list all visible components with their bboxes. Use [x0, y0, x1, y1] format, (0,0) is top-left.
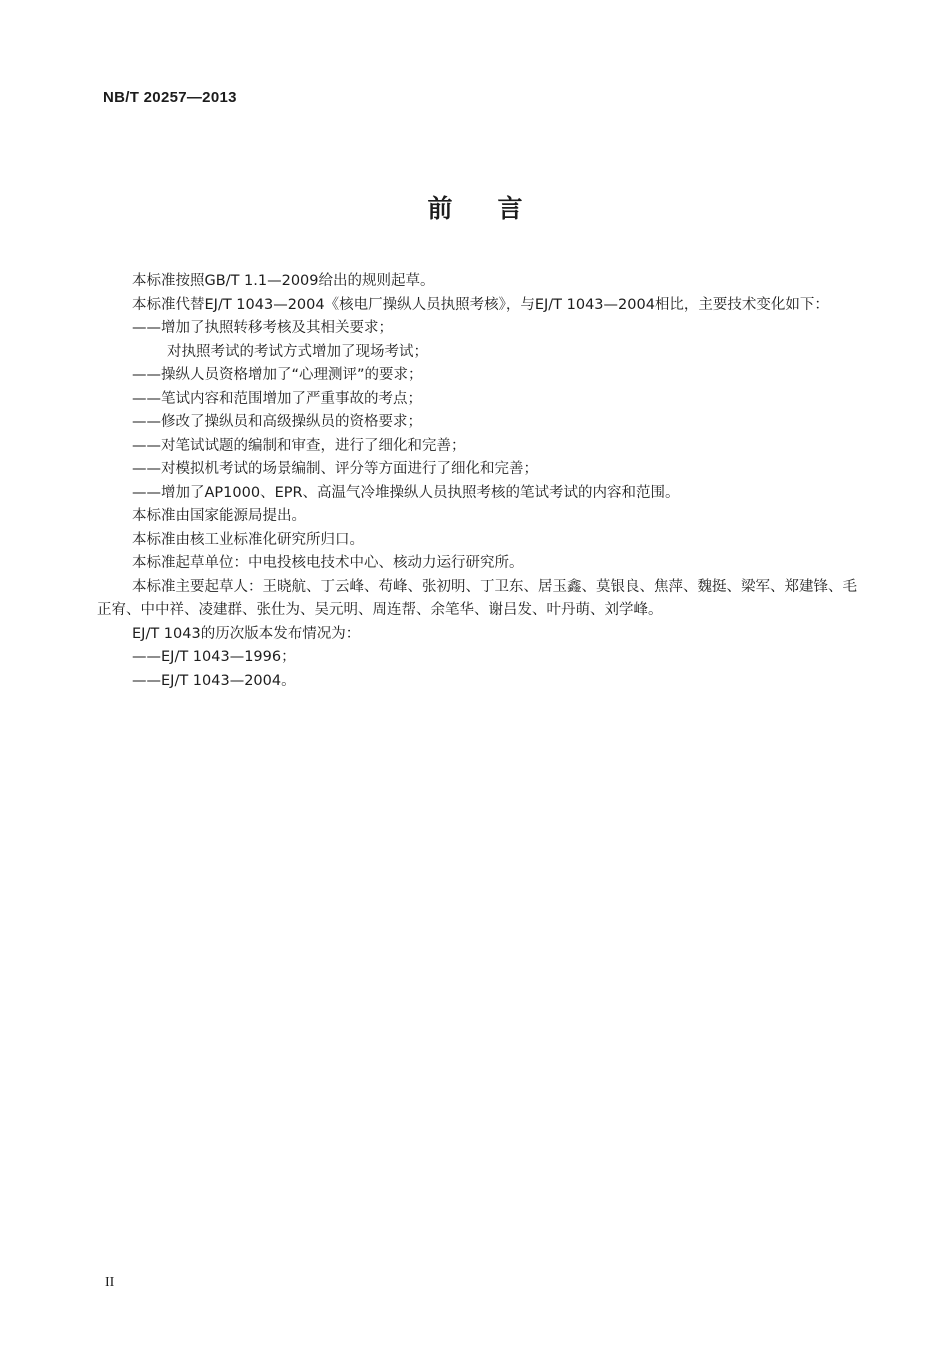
list-item: ——对模拟机考试的场景编制、评分等方面进行了细化和完善； [132, 461, 538, 477]
list-item: ——EJ/T 1043—1996； [132, 649, 296, 665]
list-item: ——笔试内容和范围增加了严重事故的考点； [132, 390, 422, 407]
page-title: 前言 [427, 194, 568, 223]
paragraph-drafting-rules: 本标准按照GB/T 1.1—2009给出的规则起草。 [132, 273, 435, 289]
list-item: ——操纵人员资格增加了“心理测评”的要求； [132, 367, 423, 383]
page-number: II [105, 1275, 115, 1290]
list-item: ——EJ/T 1043—2004。 [132, 672, 296, 689]
list-item: ——对笔试试题的编制和审查，进行了细化和完善； [132, 437, 466, 454]
list-item: 对执照考试的考试方式增加了现场考试； [167, 343, 428, 360]
paragraph-administration: 本标准由核工业标准化研究所归口。 [132, 531, 364, 548]
paragraph-replacement: 本标准代替EJ/T 1043—2004《核电厂操纵人员执照考核》，与EJ/T 1043—2004相比，主要技术变化如下： [132, 296, 829, 313]
standard-code: NB/T 20257—2013 [103, 89, 237, 106]
paragraph-version-history: EJ/T 1043的历次版本发布情况为： [132, 625, 361, 642]
paragraph-drafting-units: 本标准起草单位：中电投核电技术中心、核动力运行研究所。 [132, 555, 524, 571]
paragraph-drafters: 本标准主要起草人：王晓航、丁云峰、苟峰、张初明、丁卫东、居玉鑫、莫银良、焦萍、魏挺、梁军、郑建锋、毛正宥、中中祥、凌建群、张仕为、吴元明、周连帮、余笔华、谢吕发、叶丹萌、刘学峰。 [97, 578, 857, 618]
paragraph-proposer: 本标准由国家能源局提出。 [132, 508, 306, 524]
list-item: ——修改了操纵员和高级操纵员的资格要求； [132, 414, 422, 430]
list-item: ——增加了AP1000、EPR、高温气冷堆操纵人员执照考核的笔试考试的内容和范围。 [132, 484, 680, 501]
document-body [97, 270, 857, 693]
list-item: ——增加了执照转移考核及其相关要求； [132, 320, 393, 336]
